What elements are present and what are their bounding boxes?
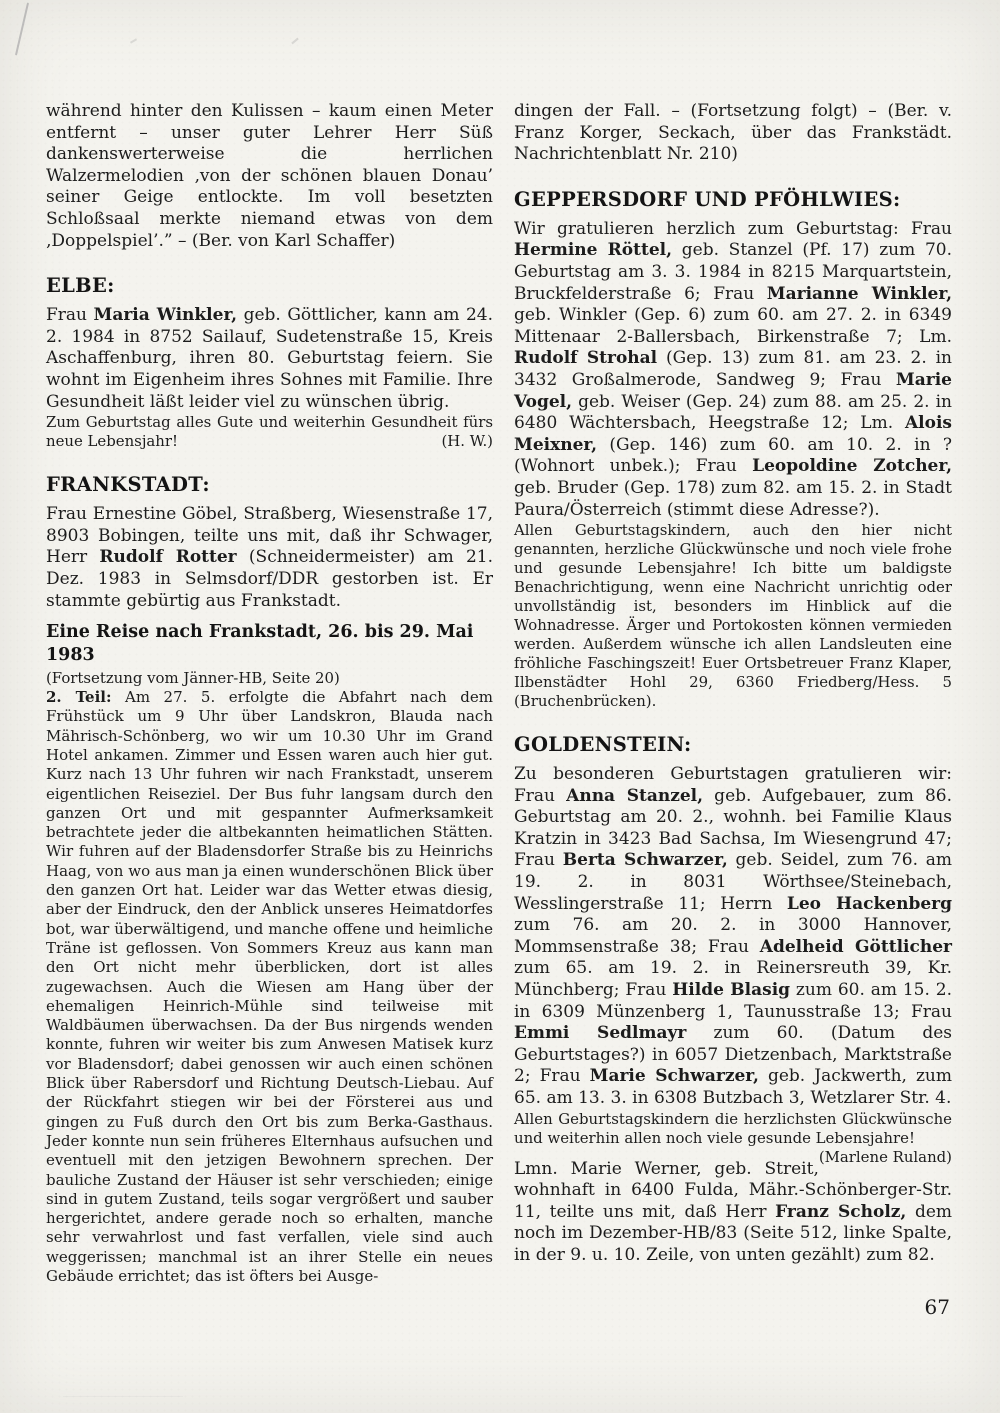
small-print-paragraph bbox=[46, 413, 493, 451]
text-run: (Schneidermeister) am 21. Dez. 1983 in Selmsdorf/DDR gestorben ist. Er stammte gebürtig aus Frankstadt. bbox=[46, 547, 493, 611]
bold-name: Marie Schwarzer, bbox=[589, 1066, 759, 1087]
bold-name: Leopoldine Zotcher, bbox=[752, 456, 953, 477]
scan-artifact bbox=[63, 1396, 183, 1397]
bold-name: Marianne Winkler, bbox=[766, 283, 952, 304]
small-print-paragraph bbox=[514, 521, 952, 711]
paragraph bbox=[514, 1159, 952, 1267]
bold-name: Hilde Blasig bbox=[672, 980, 791, 1001]
text-run: (Gep. 146) zum 60. am 10. 2. in ? (Wohnort unbek.); Frau bbox=[514, 434, 952, 477]
bold-name: Franz Scholz, bbox=[775, 1201, 907, 1222]
text-run: zum 65. am 19. 2. in Reinersreuth 39, Kr. Münchberg; Frau bbox=[514, 958, 952, 1001]
bold-name: Hermine Röttel, bbox=[514, 240, 673, 261]
scan-artifact bbox=[130, 38, 137, 43]
right-column bbox=[514, 101, 952, 1267]
section-heading: FRANKSTADT: bbox=[46, 473, 210, 497]
bold-name: Adelheid Göttlicher bbox=[759, 936, 952, 957]
bold-name: Marie Vogel, bbox=[514, 369, 952, 412]
text-run: Frau Ernestine Göbel, Straßberg, Wiesenstraße 17, 8903 Bobingen, teilte uns mit, daß ihr Schwager, Herr bbox=[46, 504, 493, 568]
left-column bbox=[46, 101, 493, 1286]
text-run: geb. Weiser (Gep. 24) zum 88. am 25. 2. in 6480 Wächtersbach, Heegstraße 12; Lm. bbox=[514, 391, 952, 434]
attribution: (H. W.) bbox=[441, 432, 493, 451]
bold-name: Emmi Sedlmayr bbox=[514, 1023, 687, 1044]
text-run: Lmn. Marie Werner, geb. Streit, wohnhaft in 6400 Fulda, Mähr.-Schönberger-Str. 11, teilte uns mit, daß Herr bbox=[514, 1158, 952, 1222]
paragraph bbox=[46, 504, 493, 612]
article-subheading: Eine Reise nach Frankstadt, 26. bis 29. Mai 1983 bbox=[46, 622, 474, 665]
text-run: (Gep. 13) zum 81. am 23. 2. in 3432 Großalmerode, Sandweg 9; Frau bbox=[514, 348, 952, 390]
text-run: geb. Seidel, zum 76. am 19. 2. in 8031 Wörthsee/Steinebach, Wesslingerstraße 11; Herrn bbox=[514, 850, 952, 914]
bold-name: Rudolf Rotter bbox=[99, 547, 237, 568]
text-run: geb. Stanzel (Pf. 17) zum 70. Geburtstag am 3. 3. 1984 in 8215 Marquartstein, Bruckfelderstraße 6; Frau bbox=[514, 240, 952, 304]
paragraph bbox=[46, 688, 493, 1286]
paragraph bbox=[514, 101, 952, 166]
continuation-note bbox=[46, 669, 493, 688]
text-run: geb. Jackwerth, zum 65. am 13. 3. in 6308 Butzbach 3, Wetzlarer Str. 4. bbox=[514, 1066, 953, 1108]
scan-artifact bbox=[15, 2, 29, 55]
bold-name: Leo Hackenberg bbox=[786, 893, 952, 914]
bold-name: Maria Winkler, bbox=[93, 305, 238, 326]
paragraph bbox=[514, 219, 952, 521]
bold-name: Alois Meixner, bbox=[514, 413, 952, 455]
text-run: zum 60. (Datum des Geburtstages?) in 6057 Dietzenbach, Marktstraße 2; Frau bbox=[514, 1023, 952, 1087]
scan-artifact bbox=[291, 38, 298, 45]
paragraph bbox=[514, 764, 952, 1110]
text-run: geb. Aufgebauer, zum 86. Geburtstag am 20. 2., wohnh. bei Familie Klaus Kratzin in 3423 Bad Sachsa, Im Wiesengrund 47; Frau bbox=[514, 785, 952, 871]
text-run: (Fortsetzung vom Jänner-HB, Seite 20) bbox=[46, 669, 340, 688]
text-run: zum 60. am 15. 2. in 6309 Münzenberg 1, Taunusstraße 13; Frau bbox=[514, 980, 952, 1022]
text-run: dem noch im Dezember-HB/83 (Seite 512, linke Spalte, in der 9. u. 10. Zeile, von unten gezählt) zum 82. bbox=[514, 1201, 953, 1265]
section-heading: GOLDENSTEIN: bbox=[514, 733, 692, 757]
text-run: geb. Winkler (Gep. 6) zum 60. am 27. 2. in 6349 Mittenaar 2-Ballersbach, Birkenstraße 7; Lm. bbox=[514, 305, 952, 347]
text-run: dingen der Fall. – (Fortsetzung folgt) – (Ber. v. Franz Korger, Seckach, über das Frankstädt. Nachrichtenblatt Nr. 210) bbox=[514, 101, 952, 165]
paragraph bbox=[46, 101, 493, 252]
page-number: 67 bbox=[924, 1295, 950, 1319]
text-run: Allen Geburtstagskindern, auch den hier nicht genannten, herzliche Glückwünsche und noch viele frohe und gesunde Lebensjahre! Ich bitte um baldigste Benachrichtigung, wenn eine Nachricht unrichtig oder unvollständig ist, besonders im Hinblick auf die Wohnadresse. Ärger und Portokosten können vermieden werden. Außerdem wünsche ich allen Landsleuten eine fröhliche Faschingszeit! Euer Ortsbetreuer Franz Klaper, Ilbenstädter Hohl 29, 6360 Friedberg/Hess. 5 (Bruchenbrücken). bbox=[514, 521, 952, 711]
bold-name: Berta Schwarzer, bbox=[562, 850, 728, 871]
text-run: Wir gratulieren herzlich zum Geburtstag: Frau bbox=[514, 218, 952, 239]
text-run: Zu besonderen Geburtstagen gratulieren wir: Frau bbox=[514, 764, 952, 806]
bold-name: 2. Teil: bbox=[46, 688, 112, 707]
section-heading: ELBE: bbox=[46, 274, 115, 298]
text-run: Zum Geburtstag alles Gute und weiterhin Gesundheit fürs neue Lebensjahr! bbox=[46, 413, 493, 451]
text-run: Frau bbox=[46, 305, 94, 326]
bold-name: Anna Stanzel, bbox=[566, 785, 704, 806]
attribution: (Marlene Ruland) bbox=[818, 1147, 952, 1166]
text-run: Allen Geburtstagskindern die herzlichsten Glückwünsche und weiterhin allen noch viele gesunde Lebensjahre! bbox=[514, 1109, 952, 1147]
paragraph bbox=[46, 305, 493, 413]
text-run: während hinter den Kulissen – kaum einen Meter entfernt – unser guter Lehrer Herr Süß dankenswerterweise die herrlichen Walzermelodien ‚von der schönen blauen Donau’ seiner Geige entlockte. Im voll besetzten Schloßsaal merkte niemand etwas von dem ‚Doppelspiel’.” – (Ber. von Karl Schaffer) bbox=[46, 101, 493, 251]
text-run: geb. Bruder (Gep. 178) zum 82. am 15. 2. in Stadt Paura/Österreich (stimmt diese Adresse?). bbox=[514, 477, 952, 520]
text-run: geb. Göttlicher, kann am 24. 2. 1984 in 8752 Sailauf, Sudetenstraße 15, Kreis Aschaffenburg, ihren 80. Geburtstag feiern. Sie wohnt im Eigenheim ihres Sohnes mit Familie. Ihre Gesundheit läßt leider viel zu wünschen übrig. bbox=[46, 305, 494, 412]
section-heading: GEPPERSDORF UND PFÖHLWIES: bbox=[514, 187, 901, 211]
bold-name: Rudolf Strohal bbox=[514, 348, 658, 369]
text-run: Am 27. 5. erfolgte die Abfahrt nach dem Frühstück um 9 Uhr über Landskron, Blauda nach Mährisch-Schönberg, wo wir um 10.30 Uhr im Grand Hotel ankamen. Zimmer und Essen waren auch hier gut. Kurz nach 13 Uhr fuhren wir nach Frankstadt, unserem eigentlichen Reiseziel. Der Bus fuhr langsam durch den ganzen Ort und mit gespannter Aufmerksamkeit betrachtete jeder die altbekannten heimatlichen Stätten. Wir fuhren auf der Bladensdorfer Straße bis zu Heinrichs Haag, von wo aus man ja einen wunderschönen Blick über den ganzen Ort hat. Leider war das Wetter etwas diesig, aber der Eindruck, den der Anblick unseres Heimatdorfes bot, war überwältigend, und manche offene und heimliche Träne ist geflossen. Von Sommers Kreuz aus kann man den Ort nicht mehr überblicken, dort ist alles zugewachsen. Auch die Wiesen am Hang über der ehemaligen Heinrich-Mühle sind teilweise mit Waldbäumen überwachsen. Da der Bus nirgends wenden konnte, fuhren wir weiter bis zum Anwesen Matisek kurz vor Bladensdorf; dabei genossen wir auch einen schönen Blick über Rabersdorf und Richtung Deutsch-Liebau. Auf der Rückfahrt stiegen wir bei der Försterei aus und gingen zu Fuß durch den Ort bis zum Berka-Gasthaus. Jeder konnte nun sein früheres Elternhaus aufsuchen und eventuell mit den jetzigen Bewohnern sprechen. Der bauliche Zustand der Häuser ist sehr verschieden; einige sind in gutem Zustand, teils sogar vergrößert und sauber hergerichtet, andere gerade noch so erhalten, manche sehr verwahrlost und fast verfallen, viele sind auch weggerissen; manchmal ist an ihrer Stelle ein neues Gebäude errichtet; das ist öfters bei Ausge- bbox=[46, 688, 494, 1285]
small-print-paragraph bbox=[514, 1109, 952, 1166]
text-run: zum 76. am 20. 2. in 3000 Hannover, Mommsenstraße 38; Frau bbox=[514, 915, 952, 957]
